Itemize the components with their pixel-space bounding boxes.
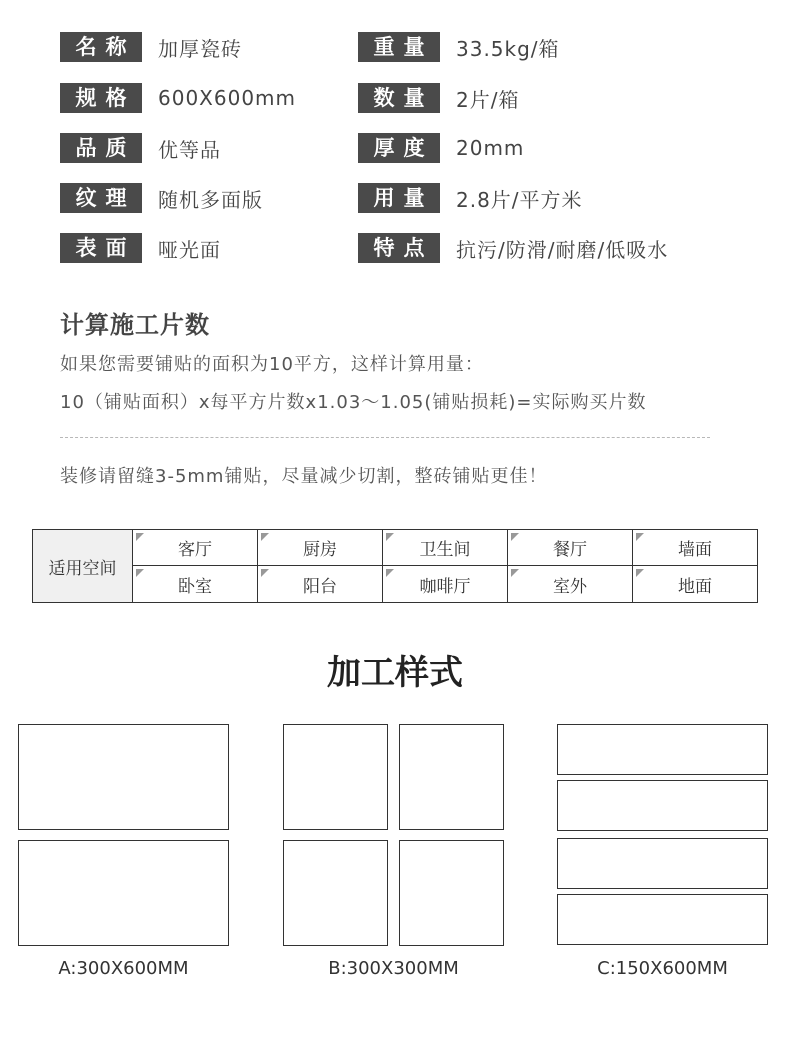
usage-cell (383, 566, 508, 602)
tile-c-4 (557, 894, 768, 945)
calc-line-1: 如果您需要铺贴的面积为10平方，这样计算用量： (60, 354, 484, 375)
corner-triangle-icon (636, 569, 644, 577)
corner-triangle-icon (511, 533, 519, 541)
spec-quantity (358, 83, 519, 113)
spec-value: 33.5kg/箱 (456, 36, 560, 61)
caption-c: C:150X600MM (597, 958, 728, 979)
spec-value: 20mm (456, 136, 525, 160)
spec-value: 哑光面 (158, 237, 221, 262)
spec-usage-amount (358, 183, 583, 213)
corner-triangle-icon (136, 569, 144, 577)
usage-cell-label: 阳台 (303, 576, 337, 597)
spec-features (358, 233, 668, 263)
tile-c-3 (557, 838, 768, 889)
spec-label: 规格 (60, 83, 142, 113)
usage-cell-label: 卧室 (178, 576, 212, 597)
spec-thickness (358, 133, 524, 163)
dashed-divider (60, 437, 710, 438)
usage-cell (133, 530, 258, 566)
usage-cell-label: 卫生间 (419, 540, 471, 560)
usage-cell (258, 566, 383, 602)
corner-triangle-icon (636, 533, 644, 541)
usage-cell (508, 566, 633, 602)
caption-a: A:300X600MM (58, 958, 189, 979)
spec-label: 特点 (358, 233, 440, 263)
tile-a-bottom (18, 840, 229, 946)
usage-cell-label: 厨房 (303, 540, 337, 560)
spec-label: 品质 (60, 133, 142, 163)
spec-texture (60, 183, 263, 213)
spec-label: 名称 (60, 32, 142, 62)
tile-b-4 (399, 840, 504, 946)
usage-cell (508, 530, 633, 566)
usage-cell-label: 地面 (678, 576, 712, 597)
usage-cell (383, 530, 508, 566)
caption-b: B:300X300MM (328, 958, 459, 979)
corner-triangle-icon (261, 533, 269, 541)
usage-cell (133, 566, 258, 602)
spec-value: 2.8片/平方米 (456, 187, 583, 212)
spec-label: 厚度 (358, 133, 440, 163)
corner-triangle-icon (386, 569, 394, 577)
spec-value: 加厚瓷砖 (158, 36, 242, 61)
tile-b-2 (399, 724, 504, 830)
tile-c-2 (557, 780, 768, 831)
spec-value: 随机多面版 (158, 187, 263, 212)
corner-triangle-icon (511, 569, 519, 577)
spec-label: 纹理 (60, 183, 142, 213)
spec-label: 数量 (358, 83, 440, 113)
spec-label: 表面 (60, 233, 142, 263)
usage-cell-label: 餐厅 (553, 540, 587, 560)
spec-value: 优等品 (158, 137, 221, 162)
usage-cell (633, 530, 757, 566)
usage-table (32, 529, 758, 603)
spec-surface (60, 233, 221, 263)
usage-cell-label: 咖啡厅 (419, 576, 471, 597)
corner-triangle-icon (386, 533, 394, 541)
usage-table-header: 适用空间 (33, 530, 133, 602)
spec-quality (60, 133, 221, 163)
tile-b-1 (283, 724, 388, 830)
usage-cell-label: 墙面 (678, 540, 712, 560)
corner-triangle-icon (136, 533, 144, 541)
processing-styles-title: 加工样式 (327, 653, 463, 693)
install-note: 装修请留缝3-5mm铺贴，尽量减少切割，整砖铺贴更佳！ (60, 466, 548, 487)
usage-cell-label: 室外 (553, 576, 587, 597)
usage-cell (258, 530, 383, 566)
spec-value: 600X600mm (158, 86, 297, 110)
tile-c-1 (557, 724, 768, 775)
tile-b-3 (283, 840, 388, 946)
spec-label: 用量 (358, 183, 440, 213)
usage-cell-label: 客厅 (178, 540, 212, 560)
spec-value: 2片/箱 (456, 87, 520, 112)
spec-weight (358, 32, 560, 62)
spec-size (60, 83, 296, 113)
usage-cell (633, 566, 757, 602)
calc-title: 计算施工片数 (60, 311, 210, 339)
calc-line-2: 10（铺贴面积）x每平方片数x1.03～1.05(铺贴损耗)=实际购买片数 (60, 392, 647, 413)
corner-triangle-icon (261, 569, 269, 577)
spec-label: 重量 (358, 32, 440, 62)
spec-name (60, 32, 242, 62)
spec-value: 抗污/防滑/耐磨/低吸水 (456, 237, 669, 262)
tile-a-top (18, 724, 229, 830)
